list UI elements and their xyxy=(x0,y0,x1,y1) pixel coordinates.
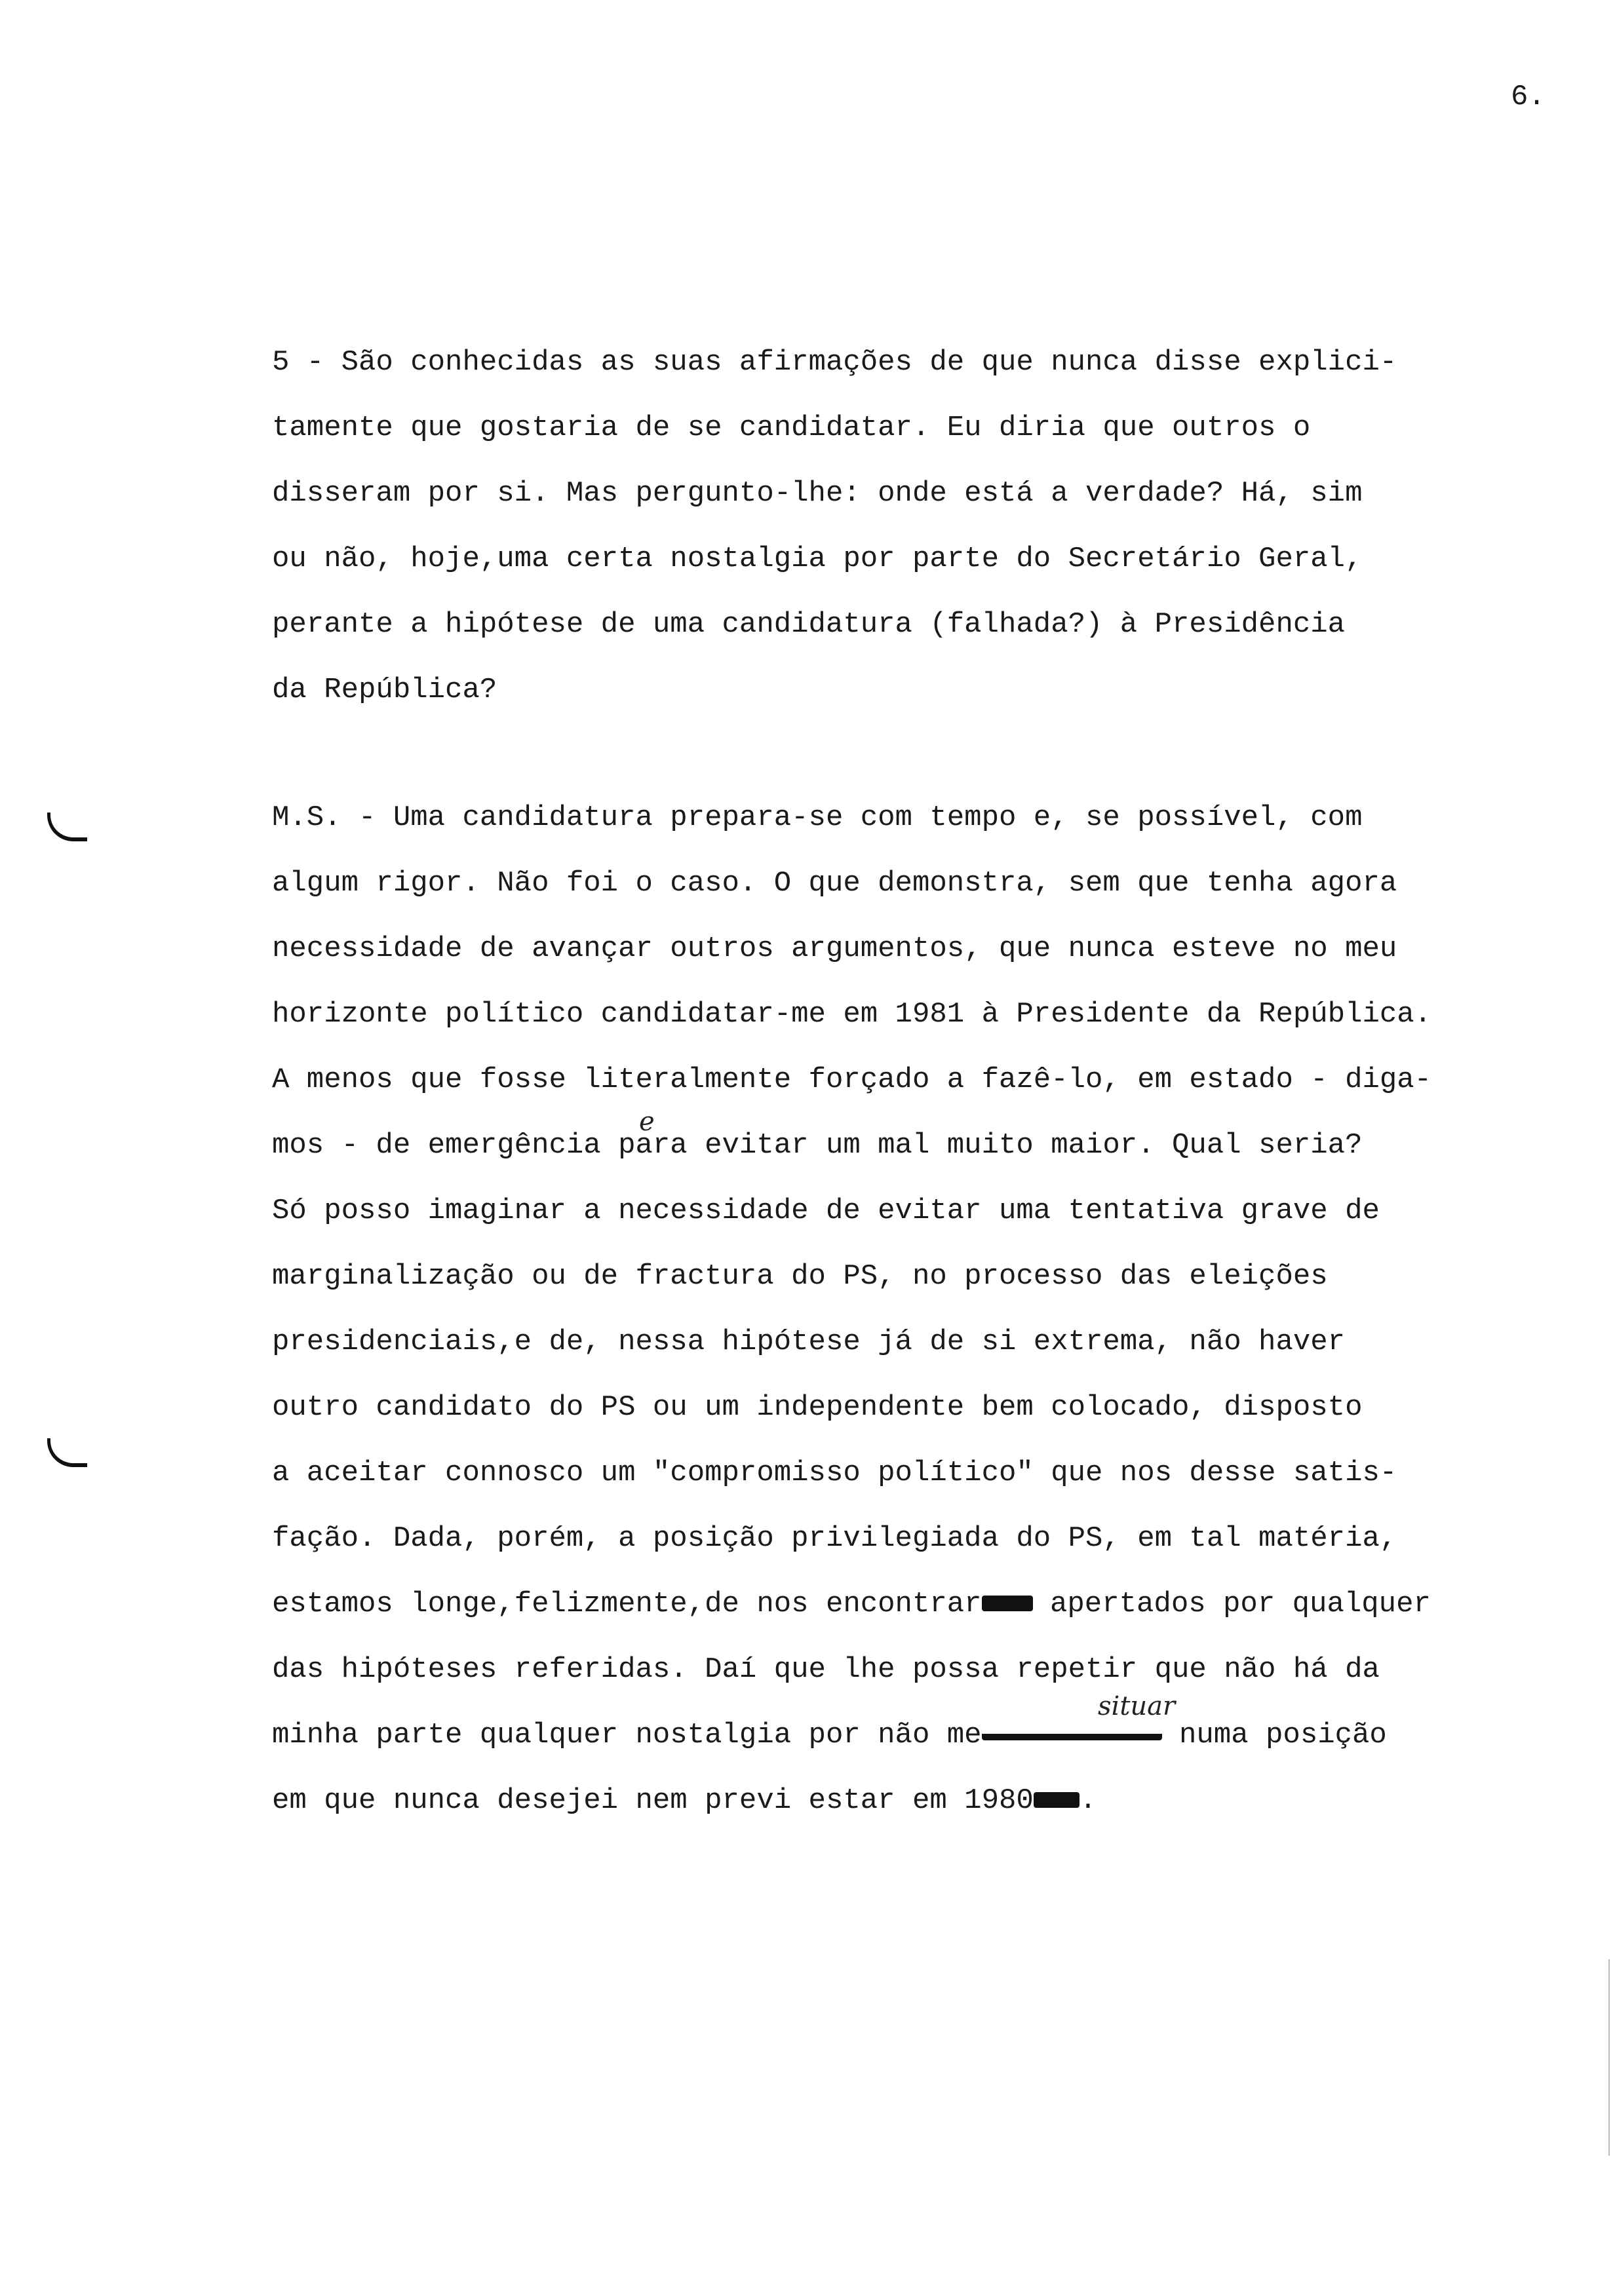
text-segment: numa posição xyxy=(1161,1719,1387,1751)
crossed-out-word xyxy=(982,1721,1162,1740)
crossed-out-mark xyxy=(982,1596,1033,1611)
text-segment: em que nunca desejei nem previ estar em 1980 xyxy=(272,1784,1034,1817)
text-line-with-insertion xyxy=(272,1107,1609,1178)
text-line: fação. Dada, porém, a posição privilegiada do PS, em tal matéria, xyxy=(272,1522,1397,1555)
text-line: da República? xyxy=(272,674,497,706)
text-line: perante a hipótese de uma candidatura (falhada?) à Presidência xyxy=(272,608,1346,641)
text-line: tamente que gostaria de se candidatar. Eu diria que outros o xyxy=(272,411,1311,444)
text-line: 5 - São conhecidas as suas afirmações de que nunca disse explici- xyxy=(272,346,1397,379)
crossed-out-mark xyxy=(1034,1792,1080,1808)
text-line: algum rigor. Não foi o caso. O que demonstra, sem que tenha agora xyxy=(272,867,1397,900)
text-line: presidenciais,e de, nessa hipótese já de si extrema, não haver xyxy=(272,1326,1346,1358)
text-line: a aceitar connosco um "compromisso político" que nos desse satis- xyxy=(272,1457,1397,1489)
text-line-with-strikeout xyxy=(272,1571,1609,1637)
page-number: 6. xyxy=(1511,81,1546,113)
text-line: ou não, hoje,uma certa nostalgia por parte do Secretário Geral, xyxy=(272,543,1363,575)
text-line: mos - de emergência para evitar um mal muito maior. Qual seria? xyxy=(272,1129,1363,1162)
text-line: A menos que fosse literalmente forçado a fazê-lo, em estado - diga- xyxy=(272,1063,1432,1096)
text-line: disseram por si. Mas pergunto-lhe: onde está a verdade? Há, sim xyxy=(272,477,1363,510)
text-line: M.S. - Uma candidatura prepara-se com tempo e, se possível, com xyxy=(272,801,1363,834)
text-line: marginalização ou de fractura do PS, no processo das eleições xyxy=(272,1260,1328,1293)
handwritten-insertion: situar xyxy=(1098,1691,1176,1721)
text-segment: minha parte qualquer nostalgia por não me xyxy=(272,1719,982,1751)
scan-edge-line xyxy=(1608,1959,1610,2156)
text-line: necessidade de avançar outros argumentos, que nunca esteve no meu xyxy=(272,932,1397,965)
text-line-with-strikeout xyxy=(272,1768,1609,1833)
answer-paragraph xyxy=(272,785,1609,1833)
handwritten-insertion: e xyxy=(639,1107,655,1137)
text-segment: apertados por qualquer xyxy=(1032,1588,1431,1620)
margin-bracket-mark xyxy=(47,813,87,841)
text-line-with-correction xyxy=(272,1691,1609,1768)
text-segment: estamos longe,felizmente,de nos encontrar xyxy=(272,1588,982,1620)
text-line: Só posso imaginar a necessidade de evitar uma tentativa grave de xyxy=(272,1195,1380,1227)
text-segment: . xyxy=(1079,1784,1097,1817)
text-line: horizonte político candidatar-me em 1981 à Presidente da República. xyxy=(272,998,1432,1031)
margin-bracket-mark xyxy=(47,1438,87,1467)
question-paragraph xyxy=(272,330,1609,723)
text-line: outro candidato do PS ou um independente bem colocado, disposto xyxy=(272,1391,1363,1424)
text-line: das hipóteses referidas. Daí que lhe possa repetir que não há da xyxy=(272,1653,1380,1686)
